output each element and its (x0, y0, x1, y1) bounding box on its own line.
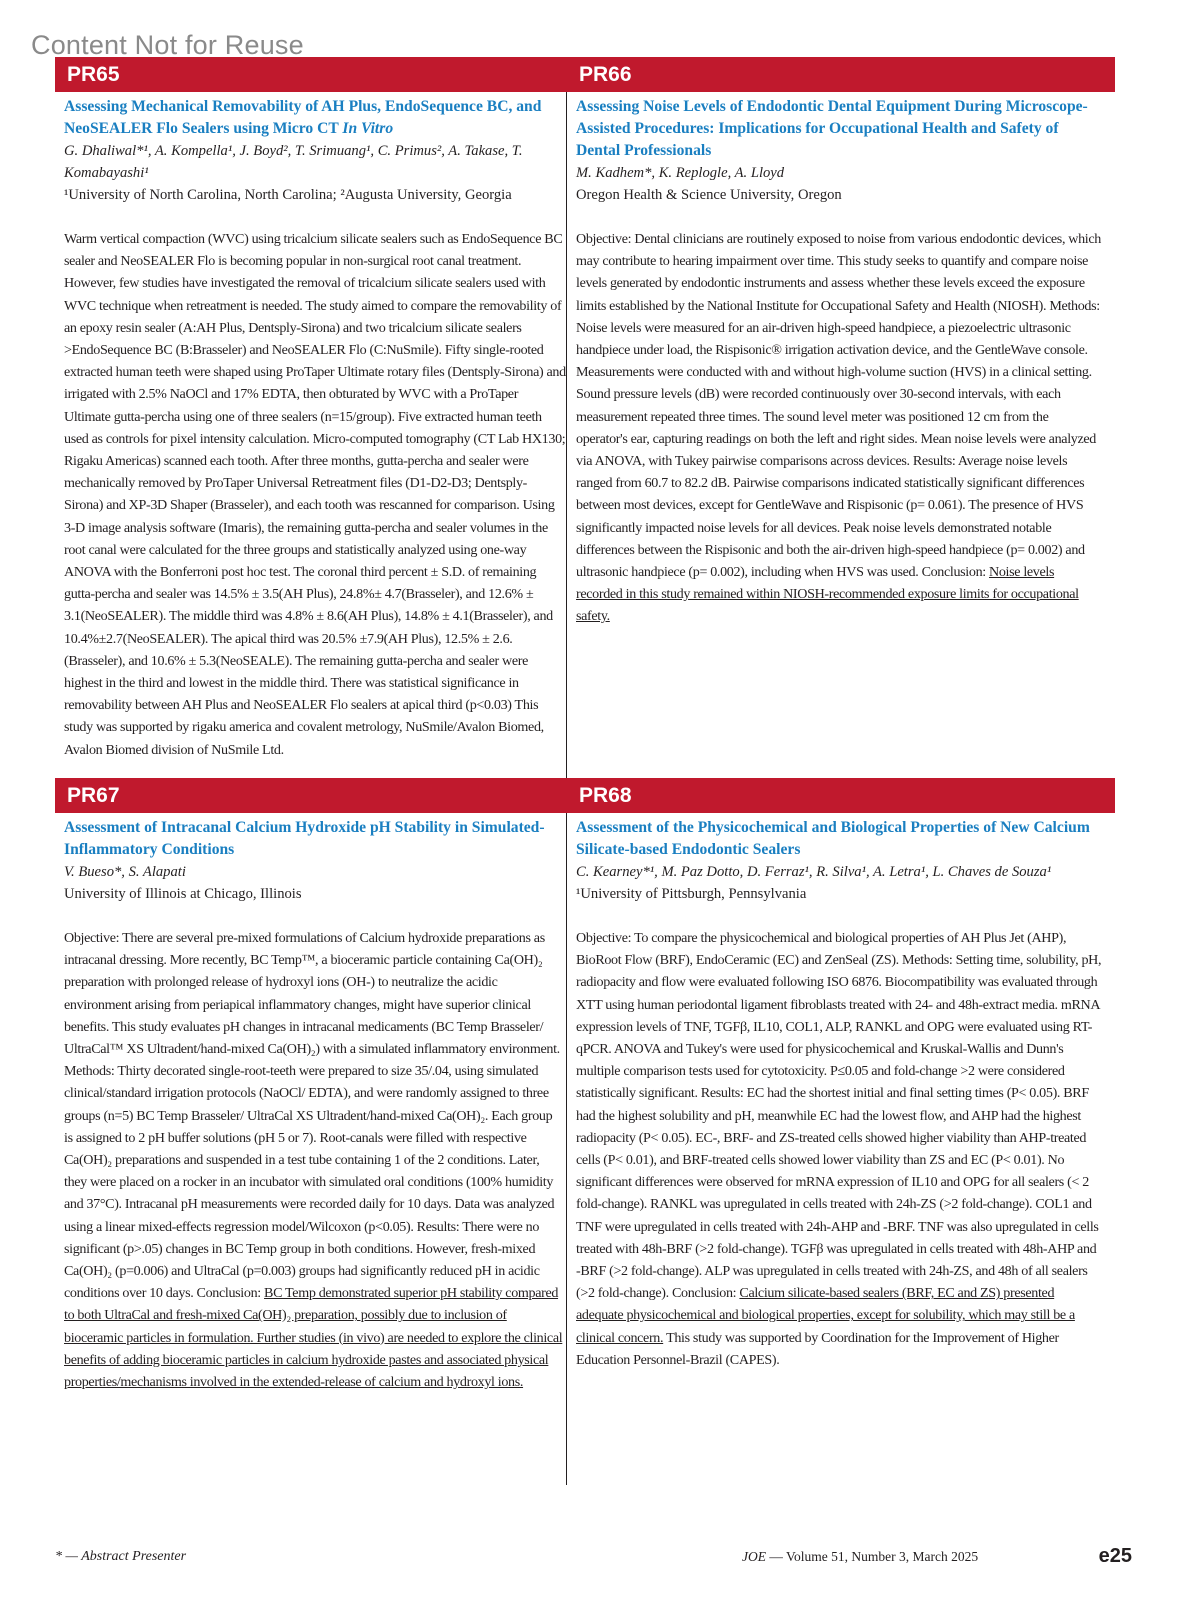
abstract-pr68 (576, 817, 1102, 1371)
abstract-body: Objective: Dental clinicians are routinely exposed to noise from various endodontic devices, which may contribute to hearing impairment over time. This study seeks to quantify and compare noise levels generated by endodontic instruments and assess whether these levels exceed the exposure limits established by the National Institute for Occupational Safety and Health (NIOSH). Methods: Noise levels were measured for an air-driven high-speed handpiece, a piezoelectric ultrasonic handpiece under load, the Rispisonic® irrigation activation device, and the GentleWave console. Measurements were conducted with and without high-volume suction (HVS) in a clinical setting. Sound pressure levels (dB) were recorded continuously over 30-second intervals, with each measurement repeated three times. The sound level meter was positioned 12 cm from the operator's ear, capturing readings on both the left and right sides. Mean noise levels were analyzed via ANOVA, with Tukey pairwise comparisons across devices. Results: Average noise levels ranged from 60.7 to 82.2 dB. Pairwise comparisons indicated statistically significant differences between most devices, except for GentleWave and Rispisonic (p= 0.061). The presence of HVS significantly impacted noise levels for all devices. Peak noise levels demonstrated notable differences between the Rispisonic and both the air-driven high-speed handpiece (p= 0.002) and ultrasonic handpiece (p= 0.002), including when HVS was used. Conclusion: Noise levels recorded in this study remained within NIOSH-recommended exposure limits for occupational safety. (576, 231, 1101, 625)
abstract-authors: G. Dhaliwal*¹, A. Kompella¹, J. Boyd², T. Srimuang¹, C. Primus², A. Takase, T. Komabayashi¹ (64, 143, 523, 181)
abstract-title: Assessing Noise Levels of Endodontic Dental Equipment During Microscope-Assisted Procedures: Implications for Occupational Health and Safety of Dental Professionals (576, 98, 1088, 159)
abstract-pr67 (64, 817, 564, 1393)
abstract-body: Objective: To compare the physicochemical and biological properties of AH Plus Jet (AHP), BioRoot Flow (BRF), EndoCeramic (EC) and ZenSeal (ZS). Methods: Setting time, solubility, pH, radiopacity and flow were evaluated following ISO 6876. Biocompatibility was evaluated through XTT using human periodontal ligament fibroblasts treated with 24- and 48h-extract media. mRNA expression levels of TNF, TGFβ, IL10, COL1, ALP, RANKL and OPG were evaluated using RT-qPCR. ANOVA and Tukey's were used for physicochemical and Kruskal-Wallis and Dunn's multiple comparison tests used for cytotoxicity. P≤0.05 and fold-change >2 were considered statistically significant. Results: EC had the shortest initial and final setting times (P< 0.05). BRF had the highest solubility and pH, meanwhile EC had the lowest flow, and AHP had the highest radiopacity (P< 0.05). EC-, BRF- and ZS-treated cells showed higher viability than AHP-treated cells (P< 0.01), and BRF-treated cells showed lower viability than ZS and EC (P< 0.01). No significant differences were observed for mRNA expression of IL10 and OPG for all sealers (< 2 fold-change). RANKL was upregulated in cells treated with 24h-ZS (>2 fold-change). COL1 and TNF were upregulated in cells treated with 24h-AHP and -BRF. TNF was also upregulated in cells treated with 48h-BRF (>2 fold-change). TGFβ was upregulated in cells treated with 48h-AHP and -BRF (>2 fold-change). ALP was upregulated in cells treated with 24h-ZS, and 48h of all sealers (>2 fold-change). Conclusion: Calcium silicate-based sealers (BRF, EC and ZS) presented adequate physicochemical and biological properties, except for solubility, which may still be a clinical concern. This study was supported by Coordination for the Improvement of Higher Education Personnel-Brazil (CAPES). (576, 930, 1102, 1368)
journal-issue: — Volume 51, Number 3, March 2025 (766, 1549, 979, 1564)
abstract-body: Warm vertical compaction (WVC) using tricalcium silicate sealers such as EndoSequence BC sealer and NeoSEALER Flo is becoming popular in non-surgical root canal treatment. However, few studies have investigated the removal of tricalcium silicate sealers used with WVC technique when retreatment is needed. The study aimed to compare the removability of an epoxy resin sealer (A:AH Plus, Dentsply-Sirona) and two tricalcium silicate sealers >EndoSequence BC (B:Brasseler) and NeoSEALER Flo (C:NuSmile). Fifty single-rooted extracted human teeth were shaped using ProTaper Ultimate rotary files (Dentsply-Sirona) and irrigated with 2.5% NaOCl and 17% EDTA, then obturated by WVC with a ProTaper Ultimate gutta-percha using one of three sealers (n=15/group). Five extracted human teeth used as controls for pixel intensity calculation. Micro-computed tomography (CT Lab HX130; Rigaku Americas) scanned each tooth. After three months, gutta-percha and sealer were mechanically removed by ProTaper Universal Retreatment files (D1-D2-D3; Dentsply-Sirona) and XP-3D Shaper (Brasseler), and each tooth was rescanned for comparison. Using 3-D image analysis software (Imaris), the remaining gutta-percha and sealer volumes in the root canal were calculated for the three groups and statistically analyzed using one-way ANOVA with the Bonferroni post hoc test. The coronal third percent ± S.D. of remaining gutta-percha and sealer was 14.5% ± 3.5(AH Plus), 24.8%± 4.7(Brasseler), and 12.6% ± 3.1(NeoSEALER). The middle third was 4.8% ± 8.6(AH Plus), 14.8% ± 4.1(Brasseler), and 10.4%±2.7(NeoSEALER). The apical third was 20.5% ±7.9(AH Plus), 12.5% ± 2.6.(Brasseler), and 10.6% ± 5.3(NeoSEALE). The remaining gutta-percha and sealer were highest in the third and lowest in the middle third. There was statistical significance in removability between AH Plus and NeoSEALER Flo sealers at apical third (p<0.03) This study was supported by rigaku america and covalent metrology, NuSmile/Avalon Biomed, Avalon Biomed division of NuSmile Ltd. (64, 231, 566, 758)
abstract-authors: V. Bueso*, S. Alapati (64, 864, 186, 880)
abstract-title: Assessment of Intracanal Calcium Hydroxide pH Stability in Simulated-Inflammatory Conditions (64, 819, 545, 858)
column-divider (566, 92, 567, 778)
abstract-affiliation: ¹University of Pittsburgh, Pennsylvania (576, 886, 807, 902)
abstract-affiliation: University of Illinois at Chicago, Illinois (64, 886, 302, 902)
abstract-header-pr65: PR65 (55, 57, 567, 92)
page-number: e25 (1098, 1545, 1132, 1567)
abstract-pr65 (64, 96, 566, 761)
abstract-affiliation: ¹University of North Carolina, North Carolina; ²Augusta University, Georgia (64, 187, 512, 203)
abstract-authors: C. Kearney*¹, M. Paz Dotto, D. Ferraz¹, R. Silva¹, A. Letra¹, L. Chaves de Souza¹ (576, 864, 1052, 880)
abstract-body: Objective: There are several pre-mixed formulations of Calcium hydroxide preparations as intracanal dressing. More recently, BC Temp™, a bioceramic particle containing Ca(OH)₂ preparation with prolonged release of hydroxyl ions (OH-) to neutralize the acidic environment arising from periapical inflammatory changes, might have superior clinical benefits. This study evaluates pH changes in intracanal medicaments (BC Temp Brasseler/ UltraCal™ XS Ultradent/hand-mixed Ca(OH)₂) with a simulated inflammatory environment. Methods: Thirty decorated single-root-teeth were prepared to size 35/.04, using simulated clinical/standard irrigation protocols (NaOCl/ EDTA), and were randomly assigned to three groups (n=5) BC Temp Brasseler/ UltraCal XS Ultradent/hand-mixed Ca(OH)₂. Each group is assigned to 2 pH buffer solutions (pH 5 or 7). Root-canals were filled with respective Ca(OH)₂ preparations and suspended in a test tube containing 1 of the 2 conditions. Later, they were placed on a rocker in an incubator with simulated oral conditions (100% humidity and 37°C). Intracanal pH measurements were recorded daily for 10 days. Data was analyzed using a linear mixed-effects regression model/Wilcoxon (p<0.05). Results: There were no significant (p>.05) changes in BC Temp group in both conditions. However, fresh-mixed Ca(OH)₂ (p=0.006) and UltraCal (p=0.003) groups had significantly reduced pH in acidic conditions over 10 days. Conclusion: BC Temp demonstrated superior pH stability compared to both UltraCal and fresh-mixed Ca(OH)₂ preparation, possibly due to inclusion of bioceramic particles in formulation. Further studies (in vivo) are needed to explore the clinical benefits of adding bioceramic particles in calcium hydroxide pastes and associated physical properties/mechanisms involved in the extended-release of calcium and hydroxyl ions. (64, 930, 563, 1391)
abstract-conclusion: BC Temp demonstrated superior pH stability compared to both UltraCal and fresh-mixed Ca(OH)₂ preparation, possibly due to inclusion of bioceramic particles in formulation. Further studies (in vivo) are needed to explore the clinical benefits of adding bioceramic particles in calcium hydroxide pastes and associated physical properties/mechanisms involved in the extended-release of calcium and hydroxyl ions. (64, 1285, 563, 1391)
abstract-header-pr66: PR66 (567, 57, 1115, 92)
journal-name: JOE (742, 1549, 766, 1564)
abstract-conclusion: Calcium silicate-based sealers (BRF, EC and ZS) presented adequate physicochemical and biological properties, except for solubility, which may still be a clinical concern. (576, 1285, 1075, 1346)
watermark: Content Not for Reuse (31, 30, 304, 60)
presenter-note: * — Abstract Presenter (55, 1549, 187, 1564)
abstract-conclusion: Noise levels recorded in this study remained within NIOSH-recommended exposure limits for occupational safety. (576, 564, 1079, 625)
column-divider (566, 813, 567, 1485)
abstract-authors: M. Kadhem*, K. Replogle, A. Lloyd (576, 165, 785, 181)
abstract-pr66 (576, 96, 1102, 628)
abstract-title: Assessing Mechanical Removability of AH Plus, EndoSequence BC, and NeoSEALER Flo Sealers using Micro CT In Vitro (64, 98, 542, 137)
abstract-header-pr68: PR68 (567, 778, 1115, 813)
abstract-title: Assessment of the Physicochemical and Biological Properties of New Calcium Silicate-based Endodontic Sealers (576, 819, 1090, 858)
journal-citation (742, 1549, 978, 1565)
abstract-affiliation: Oregon Health & Science University, Oregon (576, 187, 842, 203)
abstract-header-pr67: PR67 (55, 778, 567, 813)
